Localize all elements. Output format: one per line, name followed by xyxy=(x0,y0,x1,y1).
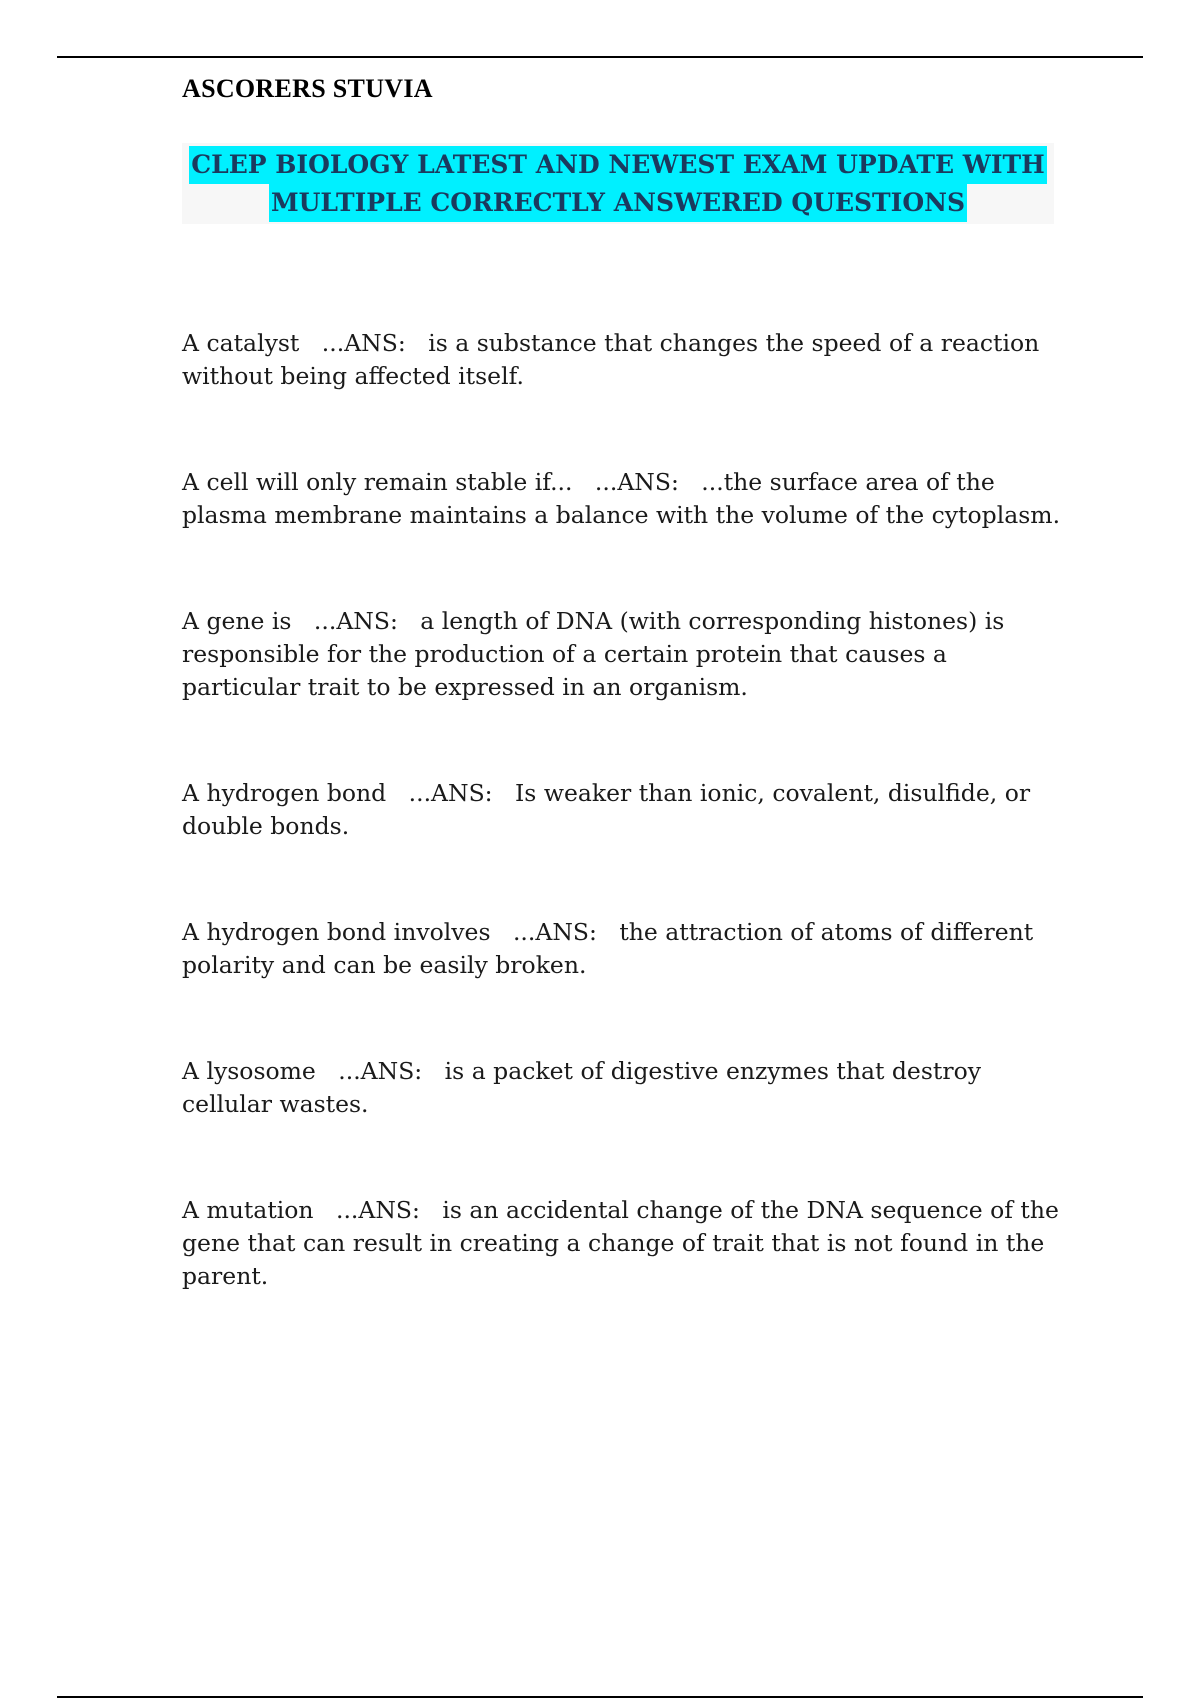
qa-answer-marker: ...ANS: xyxy=(321,329,406,357)
qa-item xyxy=(182,1055,1062,1121)
qa-answer: is a packet of digestive enzymes that destroy cellular wastes. xyxy=(182,1057,981,1118)
qa-answer: the attraction of atoms of different polarity and can be easily broken. xyxy=(182,918,1034,979)
qa-term: A cell will only remain stable if... xyxy=(182,468,573,496)
qa-term: A mutation xyxy=(182,1196,314,1224)
qa-term: A catalyst xyxy=(182,329,300,357)
qa-item xyxy=(182,777,1062,843)
qa-term: A lysosome xyxy=(182,1057,316,1085)
qa-item xyxy=(182,605,1062,704)
qa-answer-marker: ...ANS: xyxy=(335,1196,420,1224)
qa-term: A hydrogen bond involves xyxy=(182,918,491,946)
qa-answer: a length of DNA (with corresponding histones) is responsible for the production of a certain protein that causes a particular trait to be expressed in an organism. xyxy=(182,607,1005,701)
qa-answer-marker: ...ANS: xyxy=(512,918,597,946)
qa-item xyxy=(182,916,1062,982)
qa-answer: is an accidental change of the DNA sequence of the gene that can result in creating a change of trait that is not found in the parent. xyxy=(182,1196,1059,1290)
qa-term: A gene is xyxy=(182,607,292,635)
qa-item xyxy=(182,466,1062,532)
qa-list xyxy=(182,327,1062,1366)
document-title-line-1: CLEP BIOLOGY LATEST AND NEWEST EXAM UPDATE WITH xyxy=(189,146,1047,184)
qa-item xyxy=(182,1194,1062,1293)
document-title xyxy=(182,143,1054,224)
qa-answer: is a substance that changes the speed of a reaction without being affected itself. xyxy=(182,329,1040,390)
qa-answer: ...the surface area of the plasma membrane maintains a balance with the volume of the cytoplasm. xyxy=(182,468,1061,529)
header-org-name: ASCORERS STUVIA xyxy=(182,74,433,103)
qa-answer-marker: ...ANS: xyxy=(408,779,493,807)
qa-answer: Is weaker than ionic, covalent, disulfide, or double bonds. xyxy=(182,779,1031,840)
document-title-line-2: MULTIPLE CORRECTLY ANSWERED QUESTIONS xyxy=(269,184,967,222)
top-rule xyxy=(57,56,1143,58)
qa-item xyxy=(182,327,1062,393)
qa-answer-marker: ...ANS: xyxy=(313,607,398,635)
qa-answer-marker: ...ANS: xyxy=(594,468,679,496)
bottom-rule xyxy=(57,1696,1143,1698)
qa-term: A hydrogen bond xyxy=(182,779,387,807)
qa-answer-marker: ...ANS: xyxy=(338,1057,423,1085)
